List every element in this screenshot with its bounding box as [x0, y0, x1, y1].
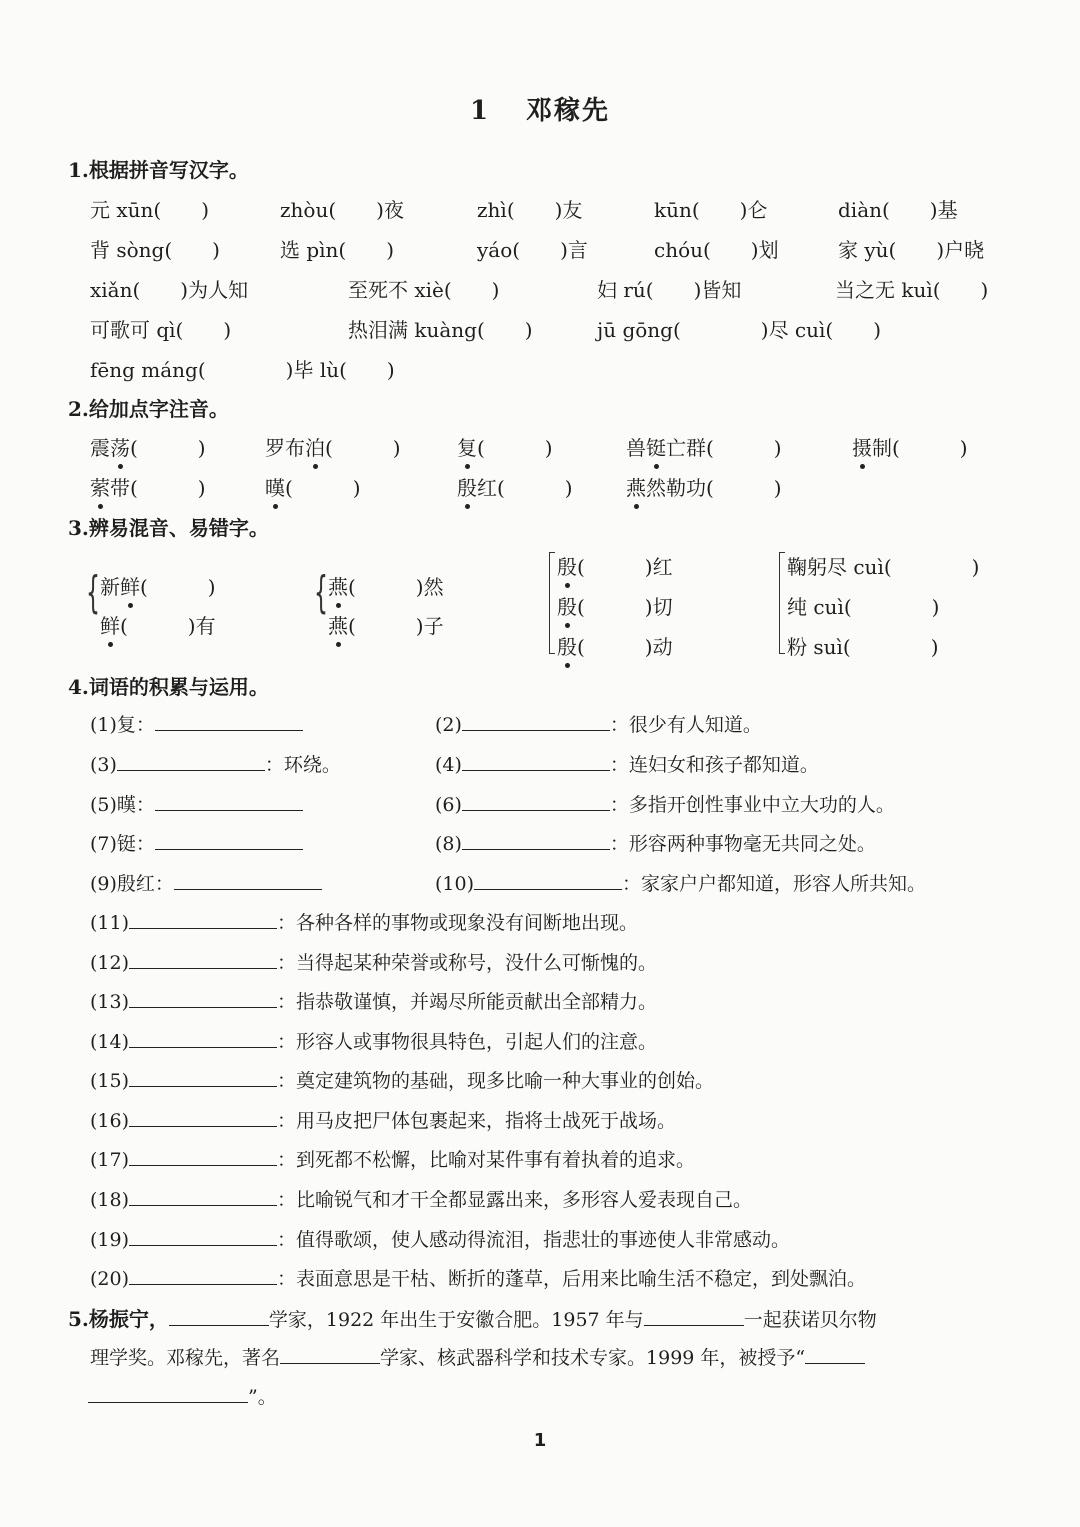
- lesson-number: 1: [469, 96, 491, 126]
- vocab-item: (15) ：奠定建筑物的基础，现多比喻一种大事业的创始。: [90, 1070, 715, 1092]
- pinyin-item: 选 pìn( ): [280, 238, 395, 262]
- dotted-word: 殷红( ): [457, 472, 573, 501]
- dotted-word: 罗布泊( ): [265, 432, 401, 461]
- dotted-word: 兽铤亡群( ): [626, 432, 782, 461]
- vocab-item: (19) ：值得歌颂，使人感动得流泪，指悲壮的事迹使人非常感动。: [90, 1229, 791, 1251]
- bracket-icon: [779, 552, 785, 654]
- pinyin-item: fēng máng( )毕 lù( ): [90, 358, 395, 382]
- dotted-word: 燕( )子: [328, 610, 444, 639]
- pinyin-item: zhòu( )夜: [280, 198, 404, 222]
- section-5-line-2: 理学奖。邓稼先，著名 学家、核武器科学和技术专家。1999 年，被授予“: [90, 1343, 865, 1370]
- dotted-word: 萦带( ): [90, 472, 206, 501]
- section-2-heading: 2.给加点字注音。: [68, 397, 229, 421]
- section-1-heading: 1.根据拼音写汉字。: [68, 158, 249, 182]
- pinyin-item: xiǎn( )为人知: [90, 278, 249, 302]
- section-5-line-1: 5.杨振宁， 学家，1922 年出生于安徽合肥。1957 年与 一起获诺贝尔物: [68, 1307, 877, 1331]
- vocab-item: (7)铤：: [90, 829, 303, 856]
- pinyin-item: 背 sòng( ): [90, 238, 220, 262]
- pinyin-item: kūn( )仑: [654, 198, 768, 222]
- pinyin-item: 妇 rú( )皆知: [597, 278, 742, 302]
- vocab-item: (3) ：环绕。: [90, 754, 341, 776]
- dotted-word: 震荡( ): [90, 432, 206, 461]
- pinyin-item: 粉 suì( ): [787, 635, 939, 659]
- vocab-item: (9)殷红：: [90, 869, 322, 896]
- vocab-item: (11) ：各种各样的事物或现象没有间断地出现。: [90, 912, 639, 934]
- pinyin-item: 至死不 xiè( ): [348, 278, 500, 302]
- dotted-word: 摄制( ): [852, 432, 968, 461]
- brace-icon: {: [86, 567, 100, 618]
- pinyin-item: 热泪满 kuàng( ): [348, 318, 533, 342]
- vocab-item: (5)暵：: [90, 790, 303, 817]
- pinyin-item: 可歌可 qì( ): [90, 318, 232, 342]
- vocab-item: (17) ：到死都不松懈，比喻对某件事有着执着的追求。: [90, 1149, 696, 1171]
- vocab-item: (1)复：: [90, 710, 303, 737]
- dotted-word: 新鲜( ): [100, 571, 216, 600]
- pinyin-item: chóu( )划: [654, 238, 779, 262]
- vocab-item: (8) ：形容两种事物毫无共同之处。: [435, 833, 876, 855]
- section-4-heading: 4.词语的积累与运用。: [68, 675, 269, 699]
- pinyin-item: 当之无 kuì( ): [835, 278, 989, 302]
- pinyin-item: 家 yù( )户晓: [838, 238, 985, 262]
- dotted-word: 殷( )红: [557, 551, 673, 580]
- vocab-item: (18) ：比喻锐气和才干全都显露出来，多形容人爱表现自己。: [90, 1189, 753, 1211]
- vocab-item: (6) ：多指开创性事业中立大功的人。: [435, 794, 895, 816]
- dotted-word: 燕( )然: [328, 571, 444, 600]
- page-number: 1: [533, 1430, 547, 1451]
- vocab-item: (13) ：指恭敬谨慎，并竭尽所能贡献出全部精力。: [90, 991, 658, 1013]
- dotted-word: 殷( )动: [557, 631, 673, 660]
- pinyin-item: diàn( )基: [838, 198, 958, 222]
- dotted-word: 殷( )切: [557, 591, 673, 620]
- pinyin-item: 元 xūn( ): [90, 198, 210, 222]
- pinyin-item: jū gōng( )尽 cuì( ): [597, 318, 882, 342]
- vocab-item: (12) ：当得起某种荣誉或称号，没什么可惭愧的。: [90, 952, 658, 974]
- pinyin-item: 鞠躬尽 cuì( ): [787, 555, 980, 579]
- pinyin-item: zhì( )友: [477, 198, 583, 222]
- bracket-icon: [549, 552, 555, 654]
- section-5-line-3: ”。: [88, 1382, 277, 1409]
- vocab-item: (16) ：用马皮把尸体包裹起来，指将士战死于战场。: [90, 1110, 677, 1132]
- vocab-item: (20) ：表面意思是干枯、断折的蓬草，后用来比喻生活不稳定，到处飘泊。: [90, 1268, 867, 1290]
- vocab-item: (10) ：家家户户都知道，形容人所共知。: [435, 873, 927, 895]
- dotted-word: 暵( ): [265, 472, 361, 501]
- brace-icon: {: [314, 567, 328, 618]
- vocab-item: (2) ：很少有人知道。: [435, 714, 762, 736]
- section-3-heading: 3.辨易混音、易错字。: [68, 516, 269, 540]
- dotted-word: 复( ): [457, 432, 553, 461]
- lesson-name: 邓稼先: [526, 96, 611, 126]
- dotted-word: 鲜( )有: [100, 610, 216, 639]
- pinyin-item: 纯 cuì( ): [787, 595, 940, 619]
- pinyin-item: yáo( )言: [477, 238, 588, 262]
- dotted-word: 燕然勒功( ): [626, 472, 782, 501]
- vocab-item: (4) ：连妇女和孩子都知道。: [435, 754, 819, 776]
- vocab-item: (14) ：形容人或事物很具特色，引起人们的注意。: [90, 1031, 658, 1053]
- page-title: [0, 90, 1080, 127]
